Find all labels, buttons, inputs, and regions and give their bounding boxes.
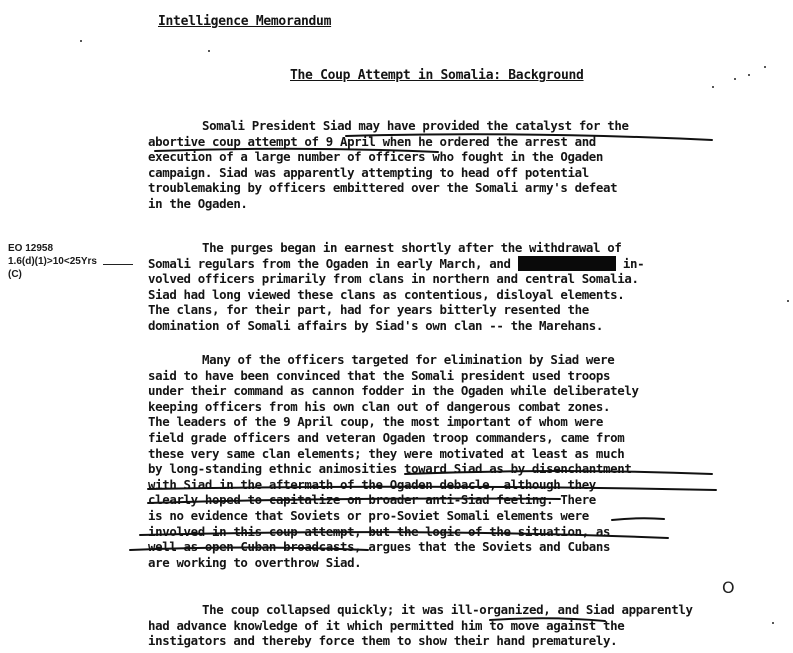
text-line: The leaders of the 9 April coup, the most important of whom were — [148, 414, 604, 430]
text-line: under their command as cannon fodder in the Ogaden while deliberately — [148, 383, 639, 399]
text-line: campaign. Siad was apparently attempting to head off potential — [148, 164, 589, 180]
text-line: in the Ogaden. — [148, 195, 248, 211]
text-line: had advance knowledge of it which permitted him to move against the — [148, 617, 625, 633]
text-line: field grade officers and veteran Ogaden troop commanders, came from — [148, 429, 625, 445]
margin-note-line: 1.6(d)(1)>10<25Yrs — [8, 256, 97, 267]
text-line: instigators and thereby force them to show their hand prematurely. — [148, 633, 618, 649]
scan-speck — [712, 86, 714, 88]
paragraph-4 — [148, 602, 748, 649]
text-line: troublemaking by officers embittered over the Somali army's defeat — [148, 180, 618, 196]
text-line: clearly hoped to capitalize on broader anti-Siad feeling. There — [148, 492, 596, 508]
paragraph-3 — [148, 352, 748, 570]
text-line: involved in this coup attempt, but the logic of the situation, as — [148, 523, 611, 539]
redaction-block — [518, 256, 616, 271]
text-fragment: Somali regulars from the Ogaden in early March, and — [148, 255, 511, 271]
text-line: these very same clan elements; they were motivated at least as much — [148, 445, 625, 461]
text-line: abortive coup attempt of 9 April when he ordered the arrest and — [148, 133, 596, 149]
scan-speck — [734, 78, 736, 80]
scan-speck — [80, 40, 82, 42]
text-line: keeping officers from his own clan out of dangerous combat zones. — [148, 398, 611, 414]
margin-note-line: EO 12958 — [8, 243, 54, 254]
handwritten-circle-mark: O — [722, 578, 735, 597]
document-title: The Coup Attempt in Somalia: Background — [290, 68, 584, 83]
text-line-with-redaction — [148, 256, 748, 272]
text-line: Siad had long viewed these clans as contentious, disloyal elements. — [148, 286, 625, 302]
text-line: said to have been convinced that the Somali president used troops — [148, 367, 611, 383]
text-line: volved officers primarily from clans in northern and central Somalia. — [148, 271, 639, 287]
text-line: by long-standing ethnic animosities toward Siad as by disenchantment — [148, 461, 632, 477]
scan-speck — [772, 622, 774, 624]
text-line: are working to overthrow Siad. — [148, 554, 362, 570]
paragraph-2 — [148, 240, 748, 334]
text-line: Many of the officers targeted for elimination by Siad were — [202, 352, 615, 367]
text-line: well as open Cuban broadcasts, argues that the Soviets and Cubans — [148, 539, 611, 555]
text-line: execution of a large number of officers who fought in the Ogaden — [148, 149, 604, 165]
text-line: with Siad in the aftermath of the Ogaden debacle, although they — [148, 476, 596, 492]
margin-note-pointer — [103, 264, 133, 265]
text-fragment: in- — [622, 255, 645, 271]
text-line: domination of Somali affairs by Siad's own clan -- the Marehans. — [148, 317, 604, 333]
declassification-margin-note — [8, 242, 97, 281]
margin-note-line: (C) — [8, 269, 22, 280]
text-line: Somali President Siad may have provided the catalyst for the — [202, 118, 629, 133]
document-header: Intelligence Memorandum — [158, 14, 332, 29]
scan-speck — [787, 300, 789, 302]
scan-speck — [748, 74, 750, 76]
text-line: is no evidence that Soviets or pro-Soviet Somali elements were — [148, 507, 589, 523]
scan-speck — [208, 50, 210, 52]
scan-speck — [764, 66, 766, 68]
text-line: The coup collapsed quickly; it was ill-organized, and Siad apparently — [202, 602, 693, 617]
paragraph-1 — [148, 118, 748, 212]
text-line: The clans, for their part, had for years bitterly resented the — [148, 302, 589, 318]
text-line: The purges began in earnest shortly after the withdrawal of — [202, 240, 622, 255]
